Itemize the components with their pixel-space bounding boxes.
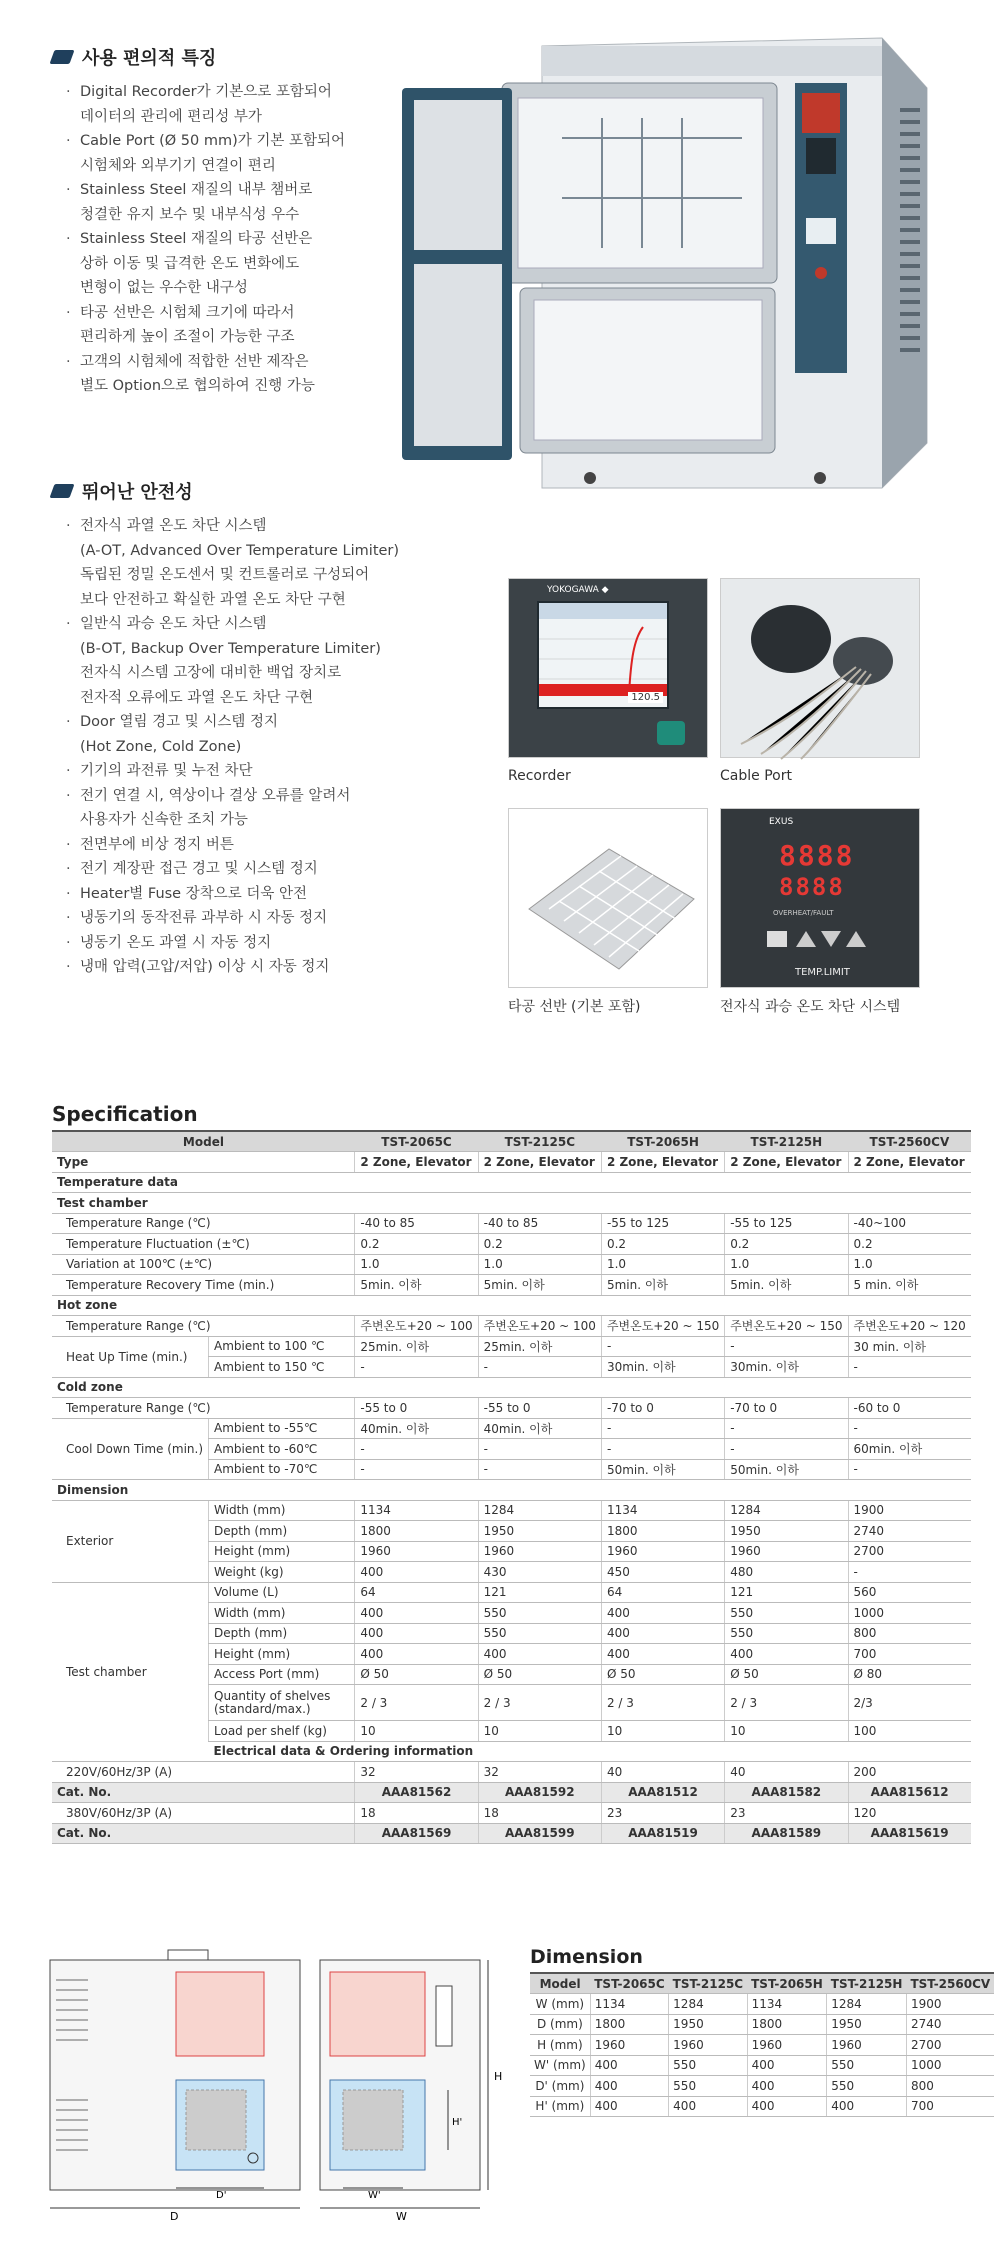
table-row: Temperature Fluctuation (±℃) 0.2 0.2 0.2 0.2 0.2 (52, 1234, 971, 1255)
label-hp: H' (452, 2117, 463, 2128)
list-item: · Cable Port (Ø 50 mm)가 기본 포함되어 (66, 129, 345, 154)
limiter-buttons-icon (721, 921, 921, 961)
list-item: 데이터의 관리에 편리성 부가 (80, 108, 262, 125)
list-item: 상하 이동 및 급격한 온도 변화에도 (80, 255, 300, 272)
table-row: Cold zone (52, 1377, 971, 1398)
table-row: W (mm) 1134 1284 1134 1284 1900 (530, 1994, 994, 2015)
table-header: Model TST-2065C TST-2125C TST-2065H TST-2125H TST-2560CV (530, 1973, 994, 1994)
list-item: · 전기 계장판 접근 경고 및 시스템 정지 (66, 857, 399, 882)
table-row: Ambient to -70℃ - - 50min. 이하 50min. 이하 - (52, 1459, 971, 1480)
list-item: (B-OT, Backup Over Temperature Limiter) (80, 640, 381, 657)
list-item: · 전면부에 비상 정지 버튼 (66, 833, 399, 858)
table-row: Exterior Width (mm) 1134 1284 1134 1284 1900 (52, 1500, 971, 1521)
table-row: Test chamber (52, 1193, 971, 1214)
table-row: W' (mm) 400 550 400 550 1000 (530, 2055, 994, 2076)
list-item: 전자식 시스템 고장에 대비한 백업 장치로 (80, 665, 342, 681)
list-item: · 기기의 과전류 및 누전 차단 (66, 759, 399, 784)
safety-list (66, 514, 399, 980)
recorder-keypad-icon (657, 721, 685, 745)
features-section (52, 44, 345, 399)
recorder-trend-icon (539, 619, 667, 699)
list-item: (A-OT, Advanced Over Temperature Limiter) (80, 542, 400, 559)
table-row: Depth (mm) 400 550 400 550 800 (52, 1623, 971, 1644)
cable-port-icon (721, 579, 921, 759)
safety-section (52, 478, 399, 980)
table-row: Variation at 100℃ (±℃) 1.0 1.0 1.0 1.0 1.0 (52, 1254, 971, 1275)
table-row: D (mm) 1800 1950 1800 1950 2740 (530, 2014, 994, 2035)
heading-mark-icon (49, 484, 74, 498)
table-row: Quantity of shelves (standard/max.) 2 / 3 2 / 3 2 / 3 2 / 3 2/3 (52, 1685, 971, 1721)
table-row: Temperature data (52, 1172, 971, 1193)
cable-port-caption: Cable Port (720, 768, 792, 784)
dimension-title: Dimension (530, 1946, 643, 1968)
table-row: Width (mm) 400 550 400 550 1000 (52, 1603, 971, 1624)
table-row: H (mm) 1960 1960 1960 1960 2700 (530, 2035, 994, 2056)
shelf-photo (508, 808, 708, 988)
table-row: Hot zone (52, 1295, 971, 1316)
table-row: Temperature Range (℃) -55 to 0 -55 to 0 -70 to 0 -70 to 0 -60 to 0 (52, 1398, 971, 1419)
list-item: 독립된 정밀 온도센서 및 컨트롤러로 구성되어 (80, 567, 370, 583)
table-row: Cool Down Time (min.) Ambient to -55℃ 40min. 이하 40min. 이하 - - - (52, 1418, 971, 1439)
list-item: 시험체와 외부기기 연결이 편리 (80, 157, 276, 174)
limiter-photo: EXUS 8888 8888 OVERHEAT/FAULT TEMP.LIMIT (720, 808, 920, 988)
table-row: Weight (kg) 400 430 450 480 - (52, 1562, 971, 1583)
list-item: · Stainless Steel 재질의 내부 챔버로 (66, 178, 345, 203)
list-item: · 타공 선반은 시험체 크기에 따라서 (66, 301, 345, 326)
list-item: · Door 열림 경고 및 시스템 정지 (66, 710, 399, 735)
table-row: Height (mm) 1960 1960 1960 1960 2700 (52, 1541, 971, 1562)
dimension-table (530, 1972, 994, 2117)
list-item: · 전기 연결 시, 역상이나 결상 오류를 알려서 (66, 784, 399, 809)
recorder-caption: Recorder (508, 768, 571, 784)
recorder-photo: YOKOGAWA ◆ 120.5 (508, 578, 708, 758)
label-dp: D' (216, 2190, 227, 2201)
label-wp: W' (368, 2190, 381, 2201)
table-row: Dimension (52, 1480, 971, 1501)
specification-table (52, 1130, 971, 1844)
specification-title: Specification (52, 1102, 198, 1126)
table-row: Temperature Range (℃) -40 to 85 -40 to 85 -55 to 125 -55 to 125 -40~100 (52, 1213, 971, 1234)
list-item: 변형이 없는 우수한 내구성 (80, 280, 248, 296)
label-w: W (396, 2210, 407, 2223)
table-row: Electrical data & Ordering information (52, 1741, 971, 1762)
features-heading: 사용 편의적 특징 (52, 44, 345, 70)
shelf-icon (509, 809, 709, 989)
table-row: Cat. No. AAA81562 AAA81592 AAA81512 AAA81582 AAA815612 (52, 1782, 971, 1803)
table-row: D' (mm) 400 550 400 550 800 (530, 2076, 994, 2097)
table-row: H' (mm) 400 400 400 400 700 (530, 2096, 994, 2117)
shelf-caption: 타공 선반 (기본 포함) (508, 999, 641, 1015)
dimension-section (530, 1946, 994, 2117)
list-item: 전자적 오류에도 과열 온도 차단 구현 (80, 689, 314, 706)
list-item: · Digital Recorder가 기본으로 포함되어 (66, 80, 345, 105)
list-item: 편리하게 높이 조절이 가능한 구조 (80, 329, 295, 345)
limiter-caption: 전자식 과승 온도 차단 시스템 (720, 999, 901, 1015)
list-item: · 고객의 시험체에 적합한 선반 제작은 (66, 350, 345, 375)
list-item: · 전자식 과열 온도 차단 시스템 (66, 514, 399, 539)
features-list (66, 80, 345, 399)
list-item: · Stainless Steel 재질의 타공 선반은 (66, 227, 345, 252)
list-item: 사용자가 신속한 조치 가능 (80, 812, 248, 828)
table-row: Cat. No. AAA81569 AAA81599 AAA81519 AAA81589 AAA815619 (52, 1823, 971, 1844)
cable-port-photo (720, 578, 920, 758)
table-row: Ambient to 150 ℃ - - 30min. 이하 30min. 이하 - (52, 1357, 971, 1378)
table-row: Height (mm) 400 400 400 400 700 (52, 1644, 971, 1665)
list-item: 별도 Option으로 협의하여 진행 가능 (80, 378, 315, 394)
safety-heading: 뛰어난 안전성 (52, 478, 399, 504)
table-header: Model TST-2065C TST-2125C TST-2065H TST-2125H TST-2560CV (52, 1131, 971, 1152)
list-item: 청결한 유지 보수 및 내부식성 우수 (80, 206, 300, 223)
table-row: Heat Up Time (min.) Ambient to 100 ℃ 25min. 이하 25min. 이하 - - 30 min. 이하 (52, 1336, 971, 1357)
table-row: Load per shelf (kg) 10 10 10 10 100 (52, 1721, 971, 1742)
list-item: · 일반식 과승 온도 차단 시스템 (66, 612, 399, 637)
table-row: Temperature Range (℃) 주변온도+20 ~ 100 주변온도+20 ~ 100 주변온도+20 ~ 150 주변온도+20 ~ 150 주변온도+20 ~ 120 (52, 1316, 971, 1337)
list-item: (Hot Zone, Cold Zone) (80, 738, 242, 755)
list-item: · 냉동기의 동작전류 과부하 시 자동 정지 (66, 906, 399, 931)
table-row: 220V/60Hz/3P (A) 32 32 40 40 200 (52, 1762, 971, 1783)
table-row: Ambient to -60℃ - - - - 60min. 이하 (52, 1439, 971, 1460)
table-row: Depth (mm) 1800 1950 1800 1950 2740 (52, 1521, 971, 1542)
specification-section (52, 1102, 971, 1844)
table-row: Access Port (mm) Ø 50 Ø 50 Ø 50 Ø 50 Ø 80 (52, 1664, 971, 1685)
label-h: H (494, 2070, 503, 2083)
list-item: 보다 안전하고 확실한 과열 온도 차단 구현 (80, 591, 346, 608)
chamber-illustration (402, 38, 932, 488)
dimension-drawings (48, 1950, 518, 2223)
heading-mark-icon (49, 50, 74, 64)
list-item: · Heater별 Fuse 장착으로 더욱 안전 (66, 882, 399, 907)
table-row: Test chamber Volume (L) 64 121 64 121 560 (52, 1582, 971, 1603)
table-row: Type 2 Zone, Elevator 2 Zone, Elevator 2 Zone, Elevator 2 Zone, Elevator 2 Zone, Elevator (52, 1152, 971, 1173)
table-row: Temperature Recovery Time (min.) 5min. 이하 5min. 이하 5min. 이하 5min. 이하 5 min. 이하 (52, 1275, 971, 1296)
list-item: · 냉동기 온도 과열 시 자동 정지 (66, 931, 399, 956)
list-item: · 냉매 압력(고압/저압) 이상 시 자동 정지 (66, 955, 399, 980)
table-row: 380V/60Hz/3P (A) 18 18 23 23 120 (52, 1803, 971, 1824)
label-d: D (170, 2210, 179, 2223)
